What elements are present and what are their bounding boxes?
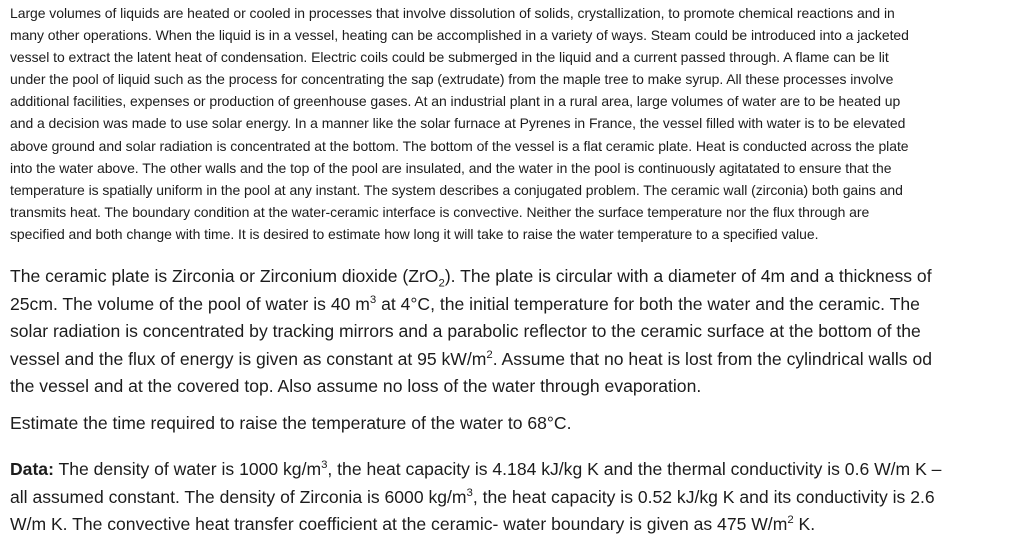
- intro-line: temperature is spatially uniform in the pool at any instant. The system describes a conjugated problem. The ceramic wall (zirconia) both gains and: [10, 181, 903, 198]
- intro-line: under the pool of liquid such as the process for concentrating the sap (extrudate) from the maple tree to make syrup. All these processes involve: [10, 71, 894, 88]
- problem-line: vessel and the flux of energy is given as constant at 95 $kW/m^2$. Assume that no heat is lost from the cylindrical walls od: [10, 348, 932, 369]
- problem-line: 25cm. The volume of the pool of water is 40 $m^3$ at 4°C, the initial temperature for both the water and the ceramic. The: [10, 293, 920, 314]
- problem-line: the vessel and at the covered top. Also assume no loss of the water through evaporation.: [10, 376, 702, 396]
- data-line: W/m K. The convective heat transfer coefficient at the ceramic- water boundary is given as 475 $W/m^2$ K.: [10, 514, 816, 534]
- data-line: Data: The density of water is 1000 $kg/m^3$, the heat capacity is 4.184 kJ/kg K and the thermal conductivity is 0.6 W/m K –: [10, 459, 942, 479]
- intro-line: into the water above. The other walls and the top of the pool are insulated, and the water in the pool is continuously agitatated to ensure that the: [10, 159, 892, 176]
- intro-line: specified and both change with time. It is desired to estimate how long it will take to raise the water temperature to a specified value.: [10, 225, 819, 242]
- intro-line: vessel to extract the latent heat of condensation. Electric coils could be submerged in the liquid and a current passed through. A flame can be lit: [10, 49, 889, 66]
- problem-line: solar radiation is concentrated by tracking mirrors and a parabolic reflector to the ceramic surface at the bottom of the: [10, 321, 921, 341]
- problem-statement: [10, 263, 1016, 401]
- data-line: all assumed constant. The density of Zirconia is 6000 $kg/m^3$, the heat capacity is 0.52 kJ/kg K and its conductivity is 2.6: [10, 486, 935, 507]
- intro-line: Large volumes of liquids are heated or cooled in processes that involve dissolution of solids, crystallization, to promote chemical reactions and in: [10, 5, 895, 21]
- question-line: Estimate the time required to raise the temperature of the water to 68°C.: [10, 413, 572, 433]
- data-section: [10, 456, 1016, 539]
- intro-line: above ground and solar radiation is concentrated at the bottom. The bottom of the vessel is a flat ceramic plate. Heat is conducted across the plate: [10, 137, 909, 154]
- problem-line: The ceramic plate is Zirconia or Zirconium dioxide (ZrO$_2$). The plate is circular with a diameter of 4m and a thickness of: [10, 266, 932, 290]
- intro-line: additional facilities, expenses or production of greenhouse gases. At an industrial plant in a rural area, large volumes of water are to be heated up: [10, 93, 901, 110]
- intro-line: and a decision was made to use solar energy. In a manner like the solar furnace at Pyrenes in France, the vessel filled with water is to be elevated: [10, 115, 906, 132]
- intro-line: many other operations. When the liquid is in a vessel, heating can be accomplished in a variety of ways. Steam could be introduced into a jacketed: [10, 27, 909, 44]
- data-label: Data:: [10, 459, 54, 479]
- intro-line: transmits heat. The boundary condition at the water-ceramic interface is convective. Neither the surface temperature nor the flux through are: [10, 203, 870, 220]
- intro-paragraph: [10, 2, 1016, 245]
